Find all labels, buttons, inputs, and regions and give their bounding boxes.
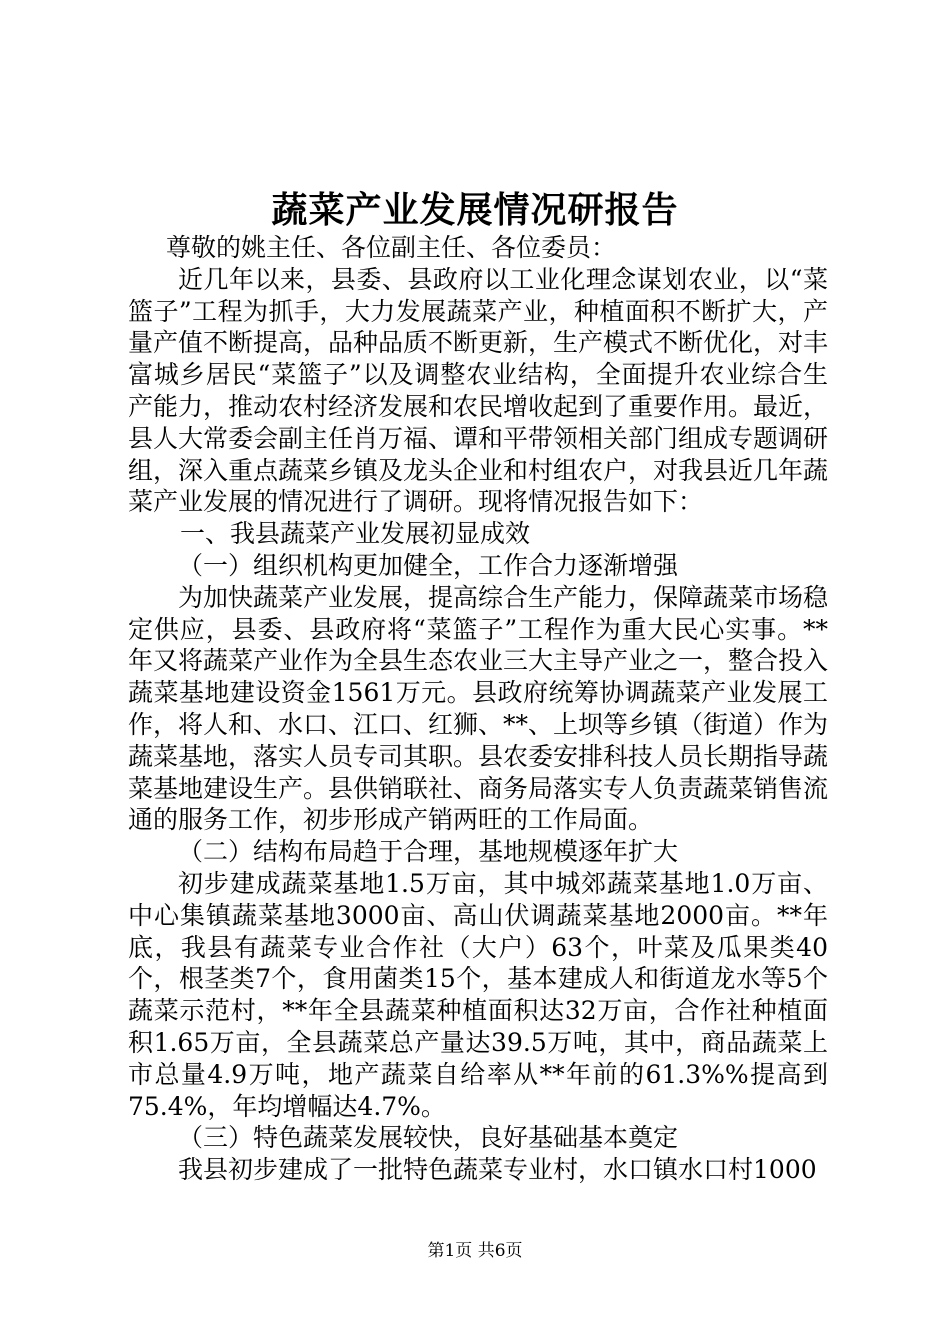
subsection-heading-3: （三）特色蔬菜发展较快，良好基础基本奠定	[178, 1123, 679, 1153]
page-footer: 第1页 共6页	[427, 1241, 523, 1261]
subsection-paragraph-3: 我县初步建成了一批特色蔬菜专业村，水口镇水口村1000	[178, 1155, 817, 1185]
subsection-heading-1: （一）组织机构更加健全，工作合力逐渐增强	[178, 550, 679, 580]
document-body	[128, 232, 828, 1186]
subsection-heading-2: （二）结构布局趋于合理，基地规模逐年扩大	[178, 837, 679, 867]
subsection-paragraph-2: 初步建成蔬菜基地1.5万亩，其中城郊蔬菜基地1.0万亩、中心集镇蔬菜基地3000亩、高山伏调蔬菜基地2000亩。**年底，我县有蔬菜专业合作社（大户）63个，叶菜及瓜果类40个，根茎类7个，食用菌类15个，基本建成人和街道龙水等5个蔬菜示范村，**年全县蔬菜种植面积达32万亩，合作社种植面积1.65万亩，全县蔬菜总产量达39.5万吨，其中，商品蔬菜上市总量4.9万吨，地产蔬菜自给率从**年前的61.3%%提高到75.4%，年均增幅达4.7%。	[128, 868, 828, 1121]
document-title: 蔬菜产业发展情况研报告	[271, 189, 679, 231]
salutation: 尊敬的姚主任、各位副主任、各位委员：	[166, 233, 617, 262]
intro-paragraph: 近几年以来，县委、县政府以工业化理念谋划农业，以“菜篮子”工程为抓手，大力发展蔬菜产业，种植面积不断扩大，产量产值不断提高，品种品质不断更新，生产模式不断优化，对丰富城乡居民“菜篮子”以及调整农业结构，全面提升农业综合生产能力，推动农村经济发展和农民增收起到了重要作用。最近，县人大常委会副主任肖万福、谭和平带领相关部门组成专题调研组，深入重点蔬菜乡镇及龙头企业和村组农户，对我县近几年蔬菜产业发展的情况进行了调研。现将情况报告如下：	[128, 264, 829, 517]
section-heading-1: 一、我县蔬菜产业发展初显成效	[180, 519, 531, 549]
subsection-paragraph-1: 为加快蔬菜产业发展，提高综合生产能力，保障蔬菜市场稳定供应，县委、县政府将“菜篮子”工程作为重大民心实事。**年又将蔬菜产业作为全县生态农业三大主导产业之一，整合投入蔬菜基地建设资金1561万元。县政府统筹协调蔬菜产业发展工作，将人和、水口、江口、红狮、**、上坝等乡镇（街道）作为蔬菜基地，落实人员专司其职。县农委安排科技人员长期指导蔬菜基地建设生产。县供销联社、商务局落实专人负责蔬菜销售流通的服务工作，初步形成产销两旺的工作局面。	[128, 582, 829, 835]
